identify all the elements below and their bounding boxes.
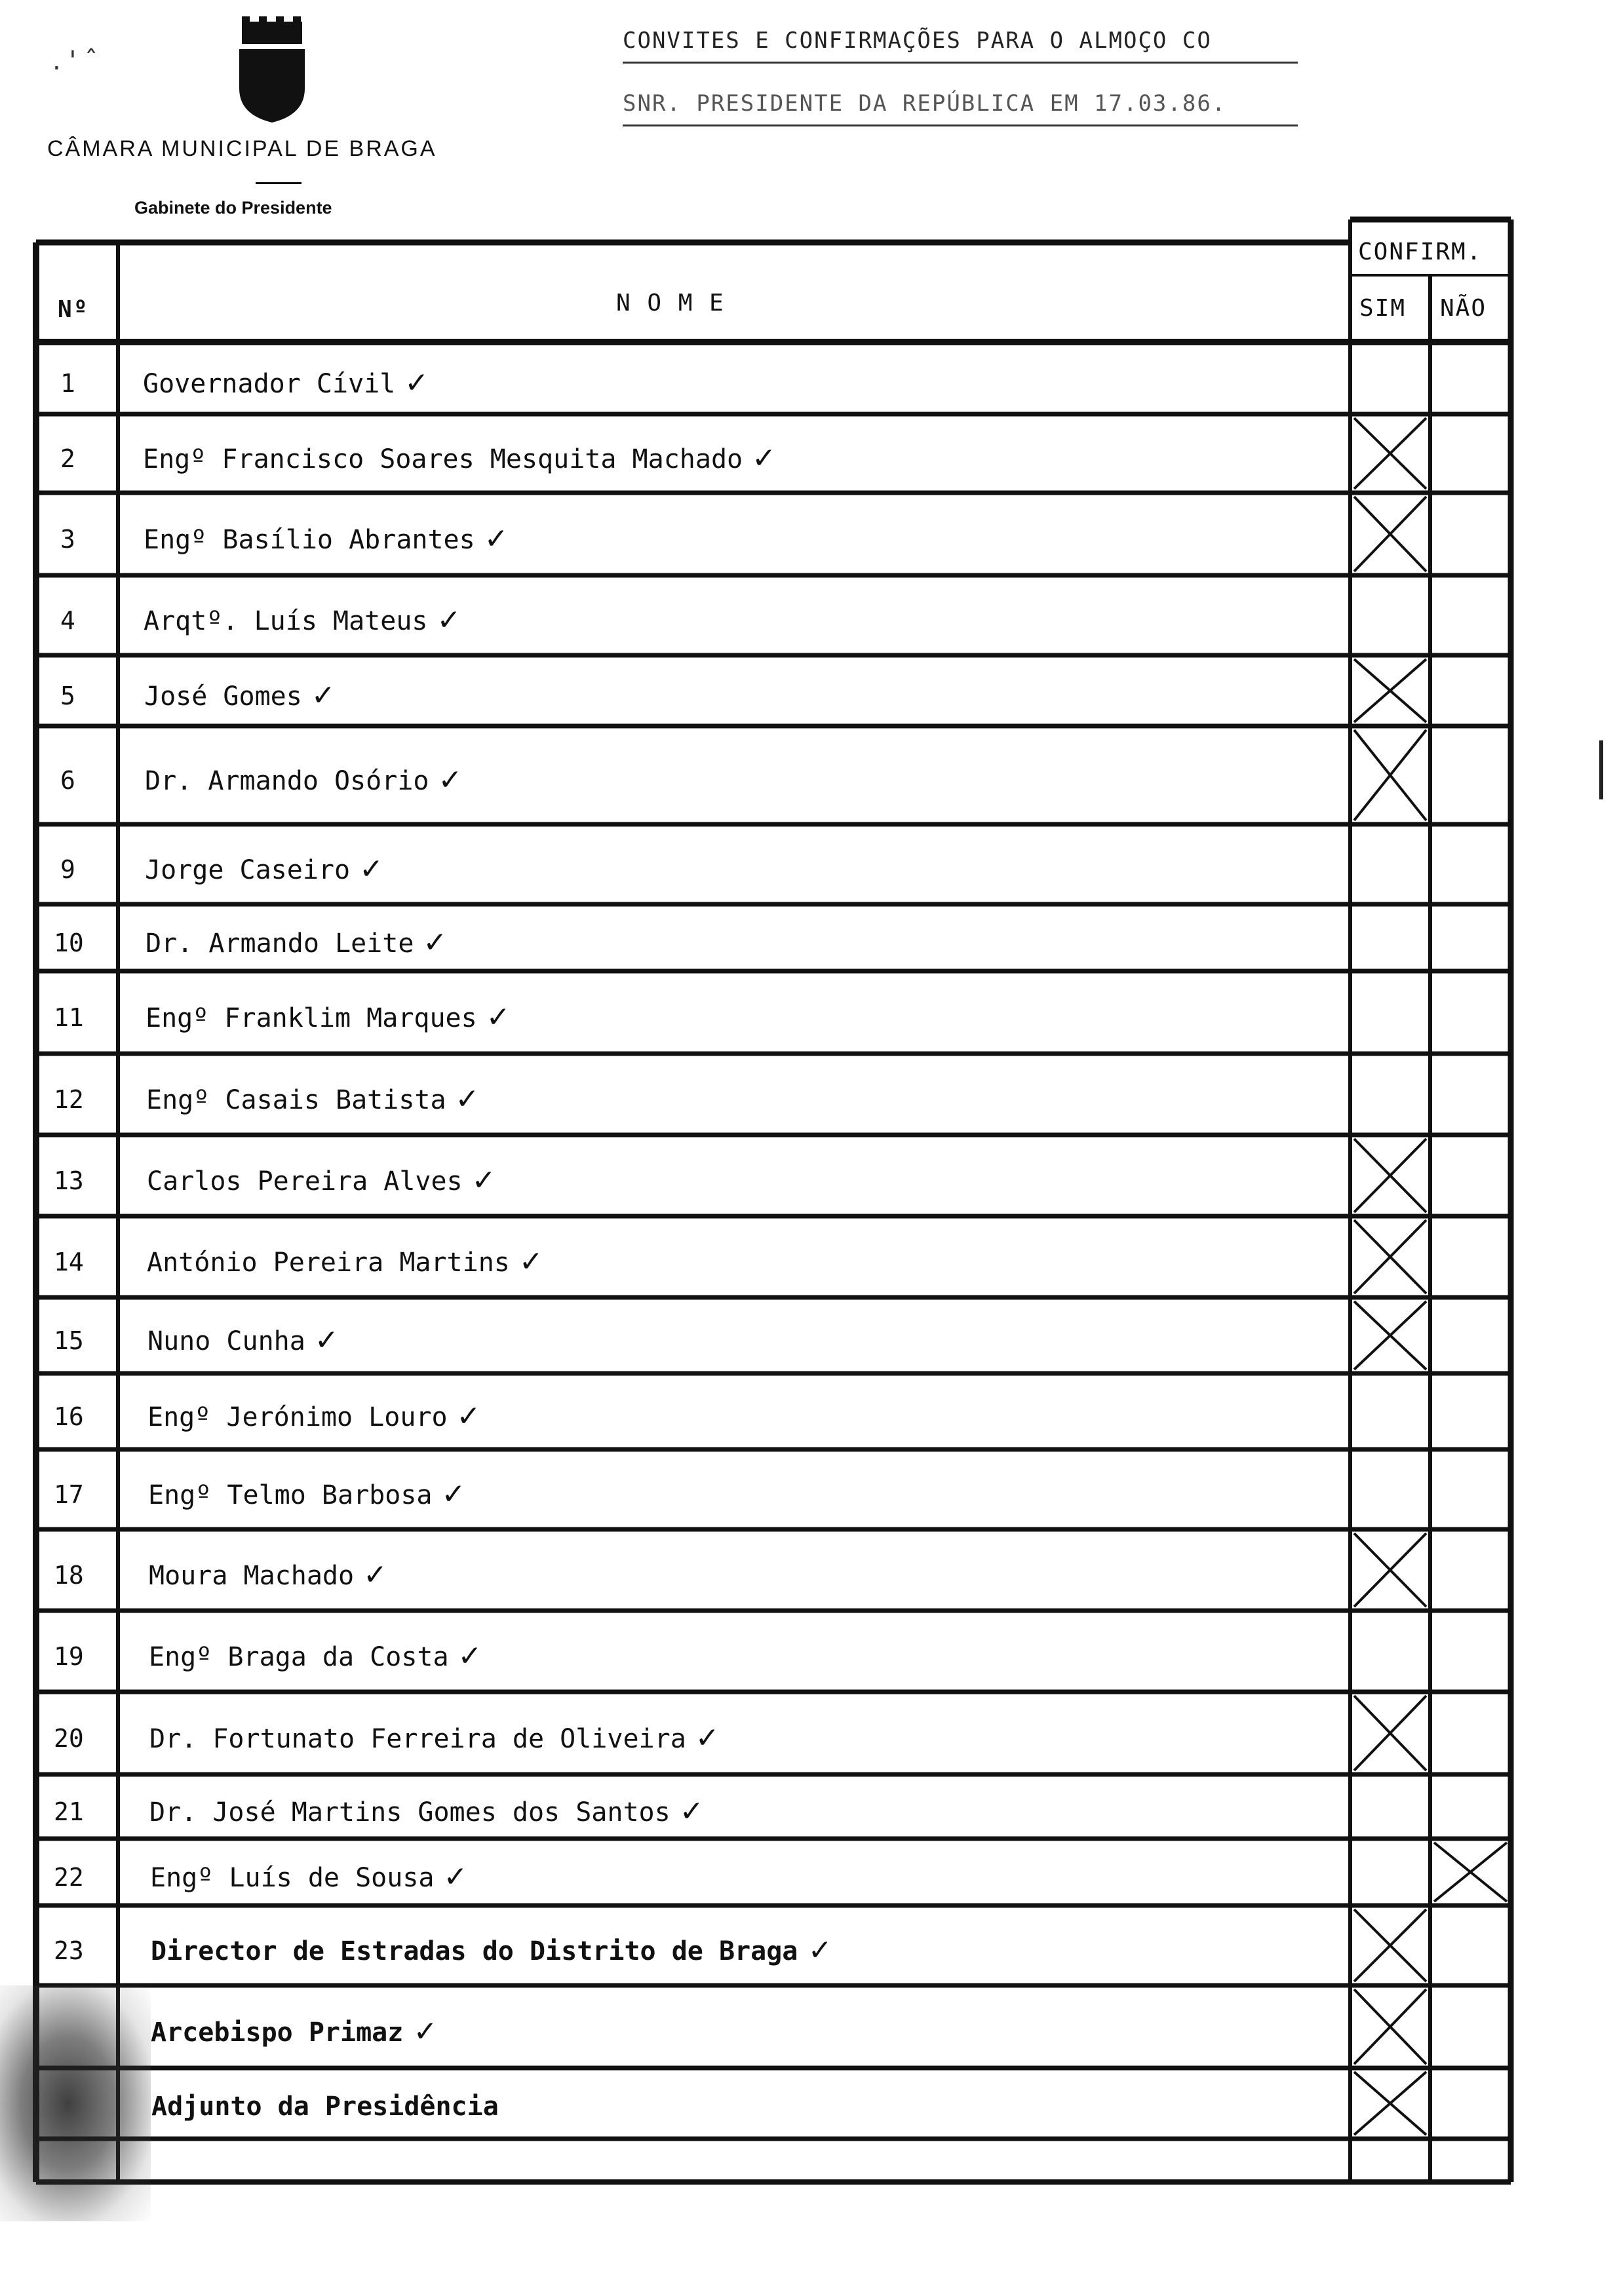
check-tick-icon: ✓: [305, 1324, 339, 1357]
guest-name: Engº Basílio Abrantes ✓: [144, 522, 509, 556]
guest-name: Arcebispo Primaz ✓: [151, 2015, 438, 2048]
check-tick-icon: ✓: [414, 926, 448, 959]
row-number: 14: [54, 1248, 84, 1276]
guest-name: Engº Casais Batista ✓: [146, 1082, 480, 1116]
guest-name: Engº Luís de Sousa ✓: [150, 1860, 468, 1894]
check-tick-icon: ✓: [302, 679, 336, 712]
check-tick-icon: ✓: [429, 763, 463, 797]
check-tick-icon: ✓: [354, 1558, 387, 1592]
institution-name: CÂMARA MUNICIPAL DE BRAGA: [47, 136, 437, 161]
check-tick-icon: ✓: [403, 2015, 438, 2048]
row-number: 15: [54, 1326, 84, 1355]
row-number: 21: [54, 1797, 84, 1826]
row-number: 5: [60, 681, 75, 710]
guest-name: Engº Jerónimo Louro ✓: [147, 1400, 481, 1433]
heading-line-1: CONVITES E CONFIRMAÇÕES PARA O ALMOÇO CO: [623, 28, 1212, 54]
check-tick-icon: ✓: [434, 1860, 468, 1894]
row-number: 17: [54, 1480, 84, 1509]
column-header-number: Nº: [58, 296, 89, 323]
row-number: 19: [54, 1642, 84, 1671]
check-tick-icon: ✓: [350, 852, 383, 886]
row-number: 9: [60, 855, 75, 884]
guest-name: Nuno Cunha ✓: [147, 1324, 339, 1357]
guest-name: Dr. Armando Leite ✓: [146, 926, 448, 959]
check-tick-icon: ✓: [462, 1164, 496, 1197]
guest-name: Engº Francisco Soares Mesquita Machado ✓: [143, 442, 776, 475]
office-name: Gabinete do Presidente: [134, 198, 332, 218]
check-tick-icon: ✓: [448, 1639, 482, 1673]
check-tick-icon: ✓: [686, 1721, 720, 1755]
guest-name: Adjunto da Presidência: [151, 2092, 499, 2122]
guest-name: Arqtº. Luís Mateus ✓: [144, 603, 461, 637]
check-tick-icon: ✓: [475, 522, 509, 556]
column-header-name: N O M E: [616, 290, 725, 316]
guest-name: Engº Telmo Barbosa ✓: [148, 1478, 466, 1511]
row-number: 23: [54, 1936, 84, 1965]
guest-name: Director de Estradas do Distrito de Braga ✓: [151, 1934, 832, 1967]
guest-name: José Gomes ✓: [144, 679, 336, 712]
check-tick-icon: ✓: [743, 442, 776, 475]
guest-name: Carlos Pereira Alves ✓: [147, 1164, 496, 1197]
guest-name: António Pereira Martins ✓: [147, 1245, 543, 1278]
row-number: 22: [54, 1863, 84, 1892]
photocopy-smudge: [0, 1985, 151, 2221]
check-tick-icon: ✓: [427, 603, 461, 637]
guest-name: Moura Machado ✓: [149, 1558, 387, 1592]
column-header-yes: SIM: [1359, 295, 1407, 322]
check-tick-icon: ✓: [395, 366, 429, 400]
heading-line-2: SNR. PRESIDENTE DA REPÚBLICA EM 17.03.86.: [623, 90, 1227, 117]
row-number: 6: [60, 766, 75, 795]
guest-name: Engº Franklim Marques ✓: [146, 1001, 511, 1034]
guest-name: Dr. José Martins Gomes dos Santos ✓: [149, 1795, 704, 1828]
check-tick-icon: ✓: [446, 1082, 480, 1116]
edge-mark: [1599, 740, 1603, 799]
column-header-no: NÃO: [1440, 295, 1487, 322]
row-number: 1: [60, 369, 75, 398]
check-tick-icon: ✓: [447, 1400, 481, 1433]
guest-name: Engº Braga da Costa ✓: [149, 1639, 482, 1673]
row-number: 12: [54, 1085, 84, 1114]
check-tick-icon: ✓: [477, 1001, 511, 1034]
check-tick-icon: ✓: [670, 1795, 704, 1828]
row-number: 11: [54, 1003, 84, 1032]
check-tick-icon: ✓: [432, 1478, 466, 1511]
row-number: 18: [54, 1561, 84, 1590]
row-number: 16: [54, 1402, 84, 1431]
row-number: 2: [60, 444, 75, 473]
guest-name: Governador Cívil ✓: [143, 366, 429, 400]
row-number: 13: [54, 1166, 84, 1195]
row-number: 3: [60, 525, 75, 554]
check-tick-icon: ✓: [798, 1934, 832, 1967]
smudge-marks: . ' ˆ: [52, 46, 98, 76]
column-header-confirm: CONFIRM.: [1358, 239, 1483, 265]
check-tick-icon: ✓: [509, 1245, 543, 1278]
guest-name: Jorge Caseiro ✓: [145, 852, 383, 886]
row-number: 4: [60, 606, 75, 635]
guest-name: Dr. Armando Osório ✓: [145, 763, 463, 797]
guest-name: Dr. Fortunato Ferreira de Oliveira ✓: [149, 1721, 720, 1755]
row-number: 20: [54, 1724, 84, 1753]
row-number: 10: [54, 928, 84, 957]
